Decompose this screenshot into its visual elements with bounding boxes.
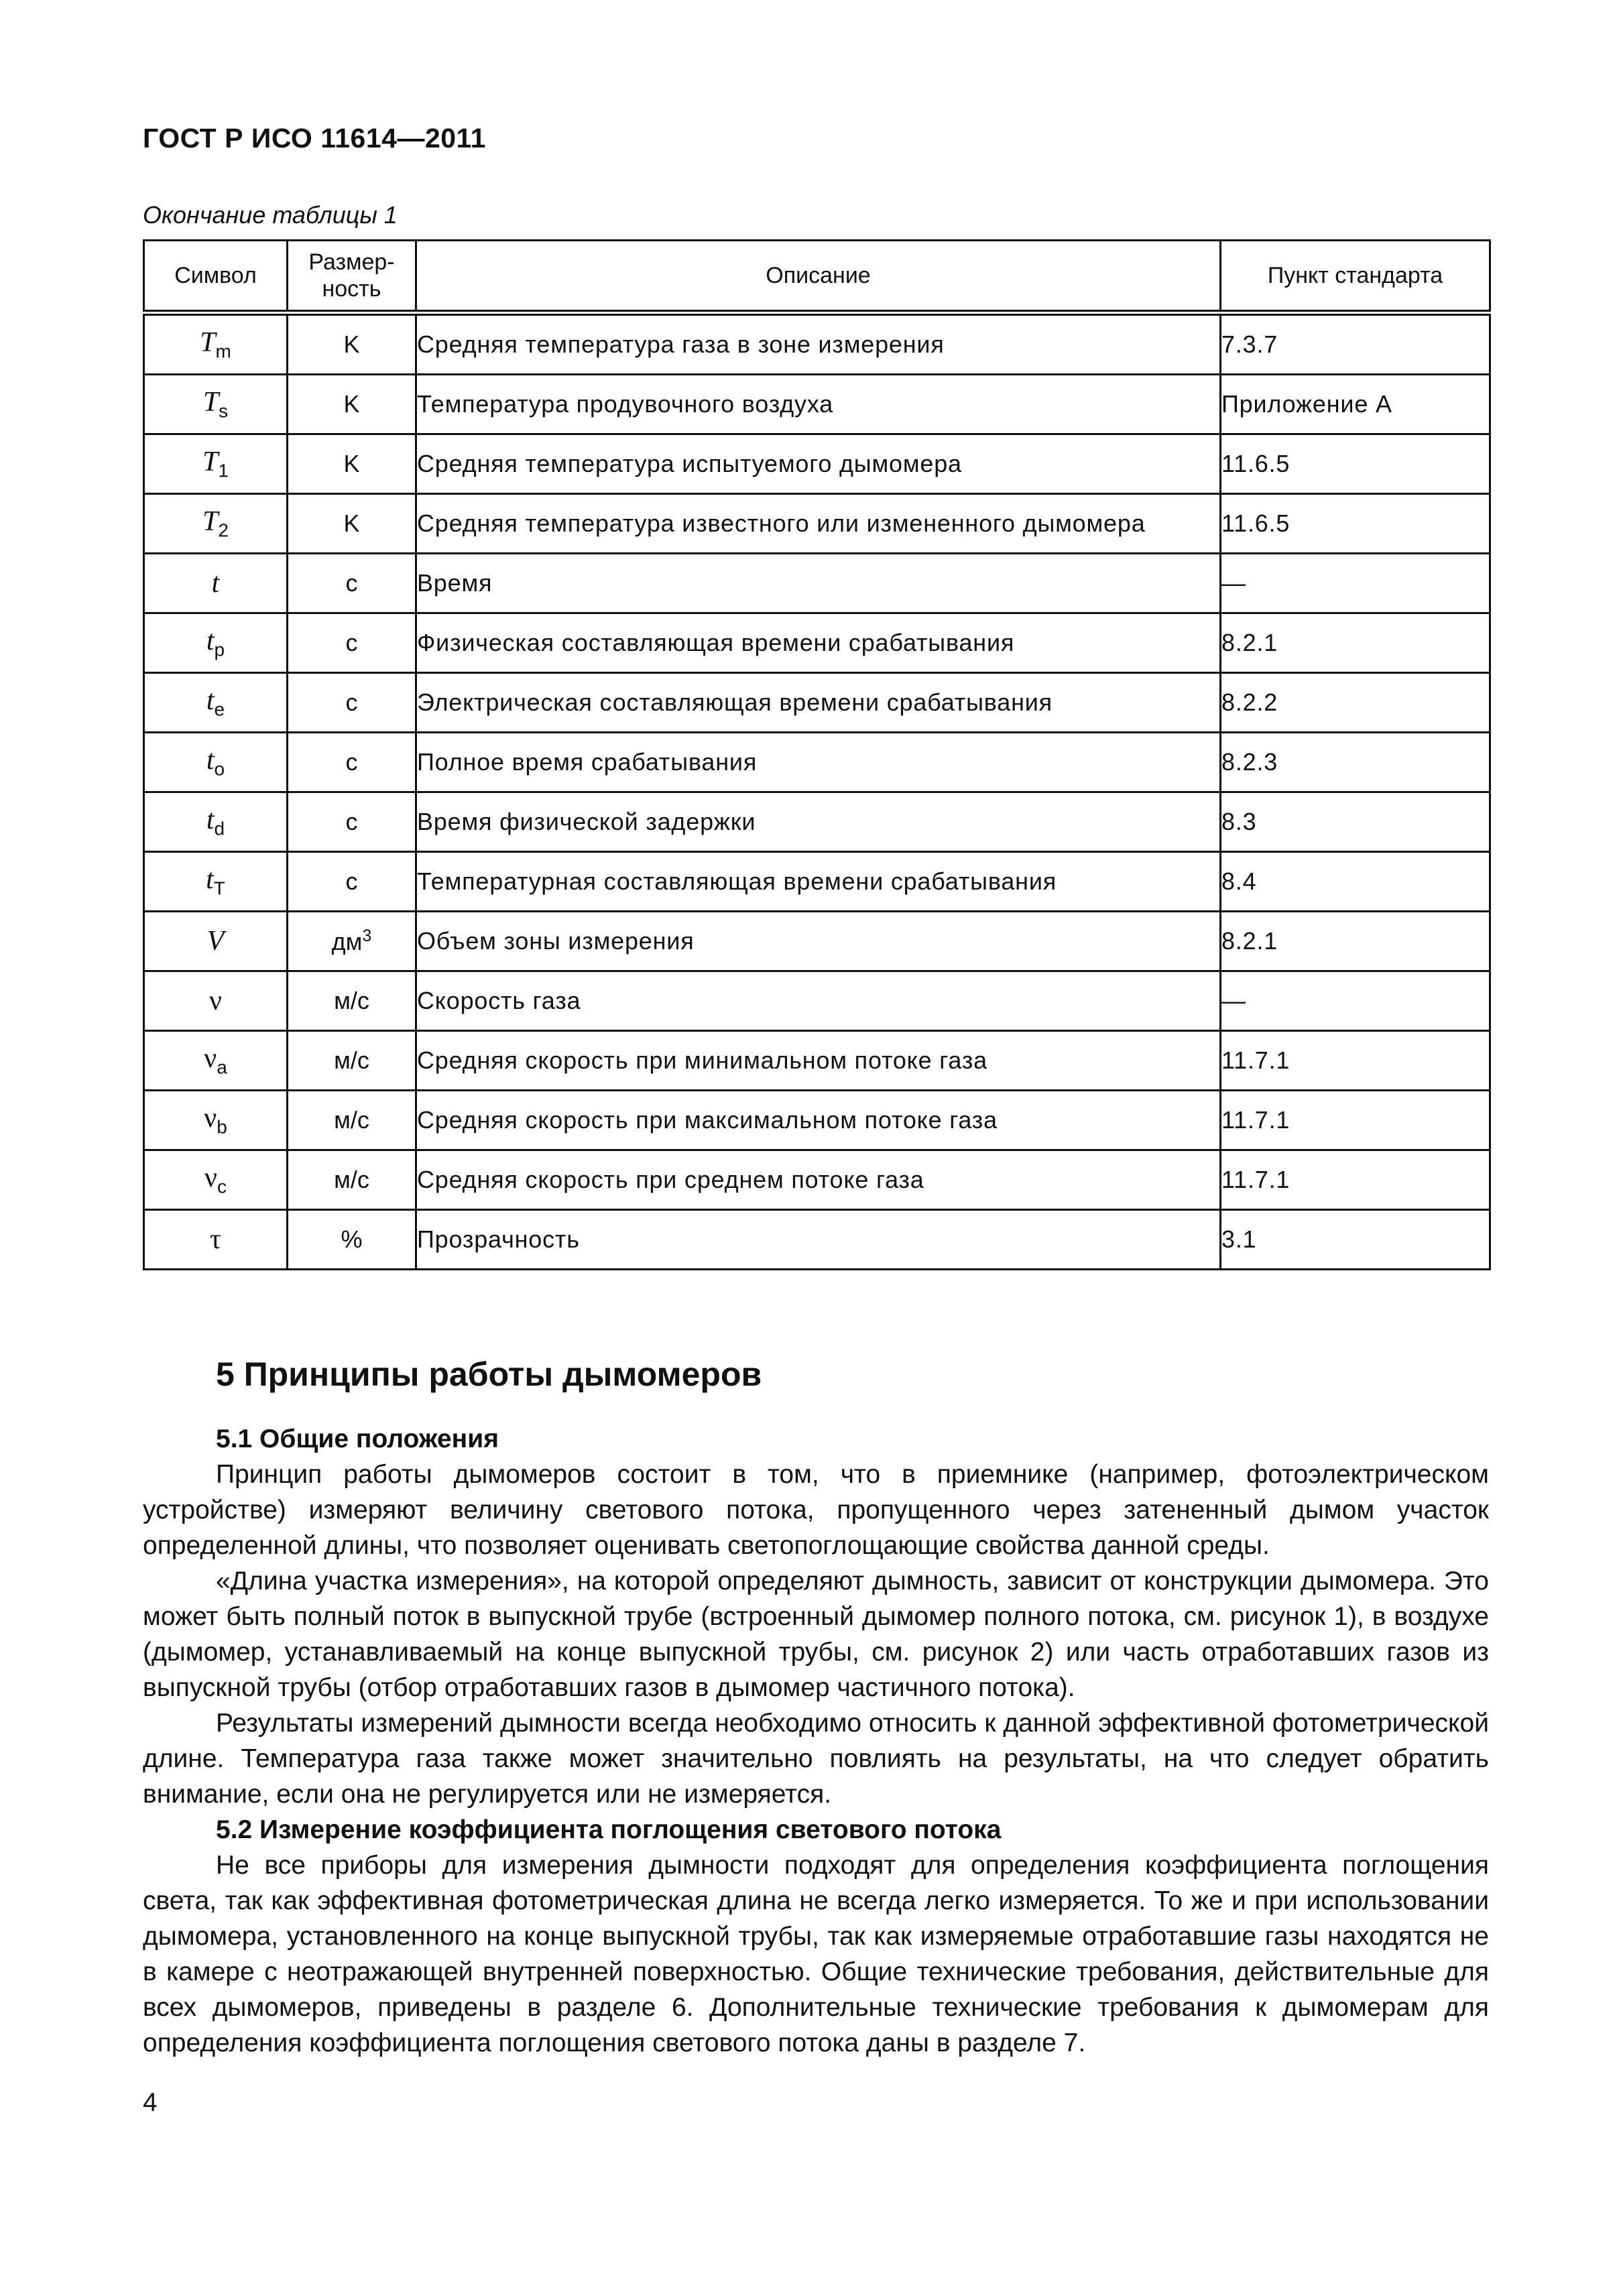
- cell-unit: [288, 852, 416, 912]
- cell-unit: [288, 613, 416, 673]
- cell-unit: [288, 1150, 416, 1210]
- cell-description: Температурная составляющая времени срабатывания: [416, 852, 1221, 912]
- cell-unit: [288, 1210, 416, 1270]
- unit-text: K: [343, 390, 360, 418]
- cell-clause: 11.7.1: [1221, 1031, 1490, 1091]
- cell-unit: [288, 1031, 416, 1091]
- cell-unit: [288, 912, 416, 971]
- symbol-subscript: e: [214, 699, 225, 720]
- symbols-table: [143, 239, 1491, 1270]
- symbol-letter: T: [202, 506, 219, 538]
- table-row: [144, 313, 1490, 375]
- table-row: [144, 1031, 1490, 1091]
- cell-unit: [288, 434, 416, 494]
- symbol-subscript: o: [214, 758, 225, 780]
- cell-description: Объем зоны измерения: [416, 912, 1221, 971]
- cell-description: Температура продувочного воздуха: [416, 375, 1221, 434]
- symbol-letter: ν: [209, 985, 222, 1016]
- table-row: [144, 494, 1490, 554]
- section-5-body: [143, 1421, 1489, 2061]
- cell-description: Средняя скорость при минимальном потоке газа: [416, 1031, 1221, 1091]
- symbol-subscript: 1: [218, 460, 229, 481]
- cell-description: Средняя температура известного или измененного дымомера: [416, 494, 1221, 554]
- cell-clause: 11.7.1: [1221, 1091, 1490, 1150]
- cell-clause: 8.2.2: [1221, 673, 1490, 733]
- header-description: Описание: [416, 241, 1221, 313]
- cell-clause: Приложение А: [1221, 375, 1490, 434]
- unit-text: %: [341, 1225, 363, 1253]
- cell-clause: 11.6.5: [1221, 434, 1490, 494]
- cell-description: Время: [416, 554, 1221, 613]
- unit-text: м/с: [334, 1166, 369, 1193]
- unit-text: с: [345, 688, 358, 716]
- symbol-subscript: d: [214, 818, 225, 839]
- unit-superscript: 3: [362, 926, 372, 945]
- cell-symbol: [144, 733, 288, 792]
- cell-symbol: [144, 852, 288, 912]
- cell-clause: 8.2.1: [1221, 912, 1490, 971]
- unit-text: с: [345, 748, 358, 776]
- cell-unit: [288, 971, 416, 1031]
- cell-unit: [288, 1091, 416, 1150]
- symbol-letter: V: [206, 926, 225, 957]
- cell-unit: [288, 733, 416, 792]
- table-row: [144, 673, 1490, 733]
- unit-text: с: [345, 569, 358, 597]
- cell-clause: 8.3: [1221, 792, 1490, 852]
- cell-symbol: [144, 673, 288, 733]
- unit-text: K: [343, 330, 360, 358]
- symbol-letter: t: [206, 745, 215, 776]
- table-caption: Окончание таблицы 1: [143, 201, 398, 229]
- table-row: [144, 733, 1490, 792]
- symbol-letter: T: [200, 327, 216, 359]
- symbol-subscript: T: [213, 878, 225, 899]
- unit-text: K: [343, 509, 360, 537]
- header-dimension-line1: Размер-: [308, 249, 395, 275]
- unit-text: с: [345, 867, 358, 895]
- table-row: [144, 613, 1490, 673]
- paragraph-5-1-1: Принцип работы дымомеров состоит в том, что в приемнике (например, фотоэлектрическом устройстве) измеряют величину светового потока, пропущенного через затененный дымом участок определенной длины, что позволяет оценивать светопоглощающие свойства данной среды.: [143, 1460, 1489, 1560]
- symbol-letter: T: [202, 446, 219, 478]
- symbol-subscript: c: [217, 1176, 227, 1197]
- symbol-subscript: m: [215, 341, 231, 362]
- cell-clause: 11.7.1: [1221, 1150, 1490, 1210]
- table-row: [144, 554, 1490, 613]
- cell-description: Полное время срабатывания: [416, 733, 1221, 792]
- table-row: [144, 375, 1490, 434]
- cell-symbol: [144, 1091, 288, 1150]
- table-row: [144, 852, 1490, 912]
- cell-description: Средняя скорость при максимальном потоке газа: [416, 1091, 1221, 1150]
- cell-symbol: [144, 912, 288, 971]
- paragraph-5-1-3: Результаты измерений дымности всегда необходимо относить к данной эффективной фотометрической длине. Температура газа также может значительно повлиять на результаты, на что следует обратить внимание, если она не регулируется или не измеряется.: [143, 1709, 1489, 1809]
- table-row: [144, 912, 1490, 971]
- cell-symbol: [144, 1150, 288, 1210]
- cell-symbol: [144, 494, 288, 554]
- cell-symbol: [144, 375, 288, 434]
- cell-clause: 7.3.7: [1221, 313, 1490, 375]
- subsection-5-1-title: 5.1 Общие положения: [216, 1425, 499, 1453]
- table-row: [144, 792, 1490, 852]
- cell-description: Время физической задержки: [416, 792, 1221, 852]
- unit-text: с: [345, 629, 358, 656]
- header-clause: Пункт стандарта: [1221, 241, 1490, 313]
- cell-clause: —: [1221, 971, 1490, 1031]
- cell-symbol: [144, 613, 288, 673]
- symbol-subscript: 2: [218, 520, 229, 541]
- cell-clause: 8.2.3: [1221, 733, 1490, 792]
- cell-symbol: [144, 313, 288, 375]
- cell-unit: [288, 554, 416, 613]
- cell-description: Электрическая составляющая времени срабатывания: [416, 673, 1221, 733]
- paragraph-5-2-1: Не все приборы для измерения дымности подходят для определения коэффициента поглощения света, так как эффективная фотометрическая длина не всегда легко измеряется. То же и при использовании дымомера, установленного на конце выпускной трубы, так как измеряемые отработавшие газы находятся не в камере с неотражающей внутренней поверхностью. Общие технические требования, действительные для всех дымомеров, приведены в разделе 6. Дополнительные технические требования к дымомерам для определения коэффициента поглощения светового потока даны в разделе 7.: [143, 1851, 1489, 2057]
- table-row: [144, 1091, 1490, 1150]
- section-5-title: 5 Принципы работы дымомеров: [216, 1355, 762, 1393]
- page-number: 4: [143, 2088, 158, 2117]
- unit-text: K: [343, 450, 360, 477]
- symbol-letter: t: [206, 864, 214, 896]
- cell-description: Средняя скорость при среднем потоке газа: [416, 1150, 1221, 1210]
- symbol-letter: ν: [204, 1162, 217, 1194]
- symbol-letter: t: [211, 568, 220, 599]
- cell-description: Скорость газа: [416, 971, 1221, 1031]
- cell-unit: [288, 792, 416, 852]
- symbol-letter: τ: [210, 1224, 221, 1255]
- table-header-row: [144, 241, 1490, 313]
- header-dimension: [288, 241, 416, 313]
- symbol-subscript: s: [219, 400, 229, 422]
- symbol-letter: ν: [204, 1043, 217, 1075]
- symbol-letter: t: [206, 804, 215, 836]
- cell-description: Прозрачность: [416, 1210, 1221, 1270]
- cell-description: Физическая составляющая времени срабатывания: [416, 613, 1221, 673]
- cell-clause: 11.6.5: [1221, 494, 1490, 554]
- header-dimension-line2: ность: [322, 276, 381, 302]
- symbol-letter: T: [202, 387, 219, 418]
- cell-symbol: [144, 554, 288, 613]
- symbol-subscript: p: [214, 639, 225, 660]
- unit-text: м/с: [334, 1046, 369, 1074]
- symbol-subscript: a: [217, 1056, 227, 1078]
- table-row: [144, 971, 1490, 1031]
- symbol-subscript: b: [217, 1116, 227, 1138]
- cell-clause: 3.1: [1221, 1210, 1490, 1270]
- unit-text: м/с: [334, 987, 369, 1014]
- symbol-letter: t: [206, 625, 215, 657]
- cell-symbol: [144, 1210, 288, 1270]
- table-row: [144, 1210, 1490, 1270]
- cell-description: Средняя температура газа в зоне измерения: [416, 313, 1221, 375]
- table-row: [144, 1150, 1490, 1210]
- cell-symbol: [144, 434, 288, 494]
- cell-unit: [288, 375, 416, 434]
- cell-clause: 8.4: [1221, 852, 1490, 912]
- symbol-letter: ν: [204, 1103, 217, 1134]
- unit-text: дм: [331, 928, 363, 955]
- standard-header: ГОСТ Р ИСО 11614—2011: [143, 123, 486, 154]
- header-symbol: Символ: [144, 241, 288, 313]
- subsection-5-2-title: 5.2 Измерение коэффициента поглощения светового потока: [216, 1815, 1002, 1844]
- symbol-letter: t: [206, 685, 215, 717]
- unit-text: с: [345, 808, 358, 835]
- table-body: [144, 313, 1490, 1270]
- cell-clause: —: [1221, 554, 1490, 613]
- cell-unit: [288, 673, 416, 733]
- cell-symbol: [144, 792, 288, 852]
- cell-symbol: [144, 1031, 288, 1091]
- cell-description: Средняя температура испытуемого дымомера: [416, 434, 1221, 494]
- cell-clause: 8.2.1: [1221, 613, 1490, 673]
- unit-text: м/с: [334, 1106, 369, 1134]
- table-row: [144, 434, 1490, 494]
- cell-symbol: [144, 971, 288, 1031]
- cell-unit: [288, 313, 416, 375]
- paragraph-5-1-2: «Длина участка измерения», на которой определяют дымность, зависит от конструкции дымомера. Это может быть полный поток в выпускной трубе (встроенный дымомер полного потока, см. рисунок 1), в воздухе (дымомер, устанавливаемый на конце выпускной трубы, см. рисунок 2) или часть отработавших газов из выпускной трубы (отбор отработавших газов в дымомер частичного потока).: [143, 1567, 1489, 1702]
- cell-unit: [288, 494, 416, 554]
